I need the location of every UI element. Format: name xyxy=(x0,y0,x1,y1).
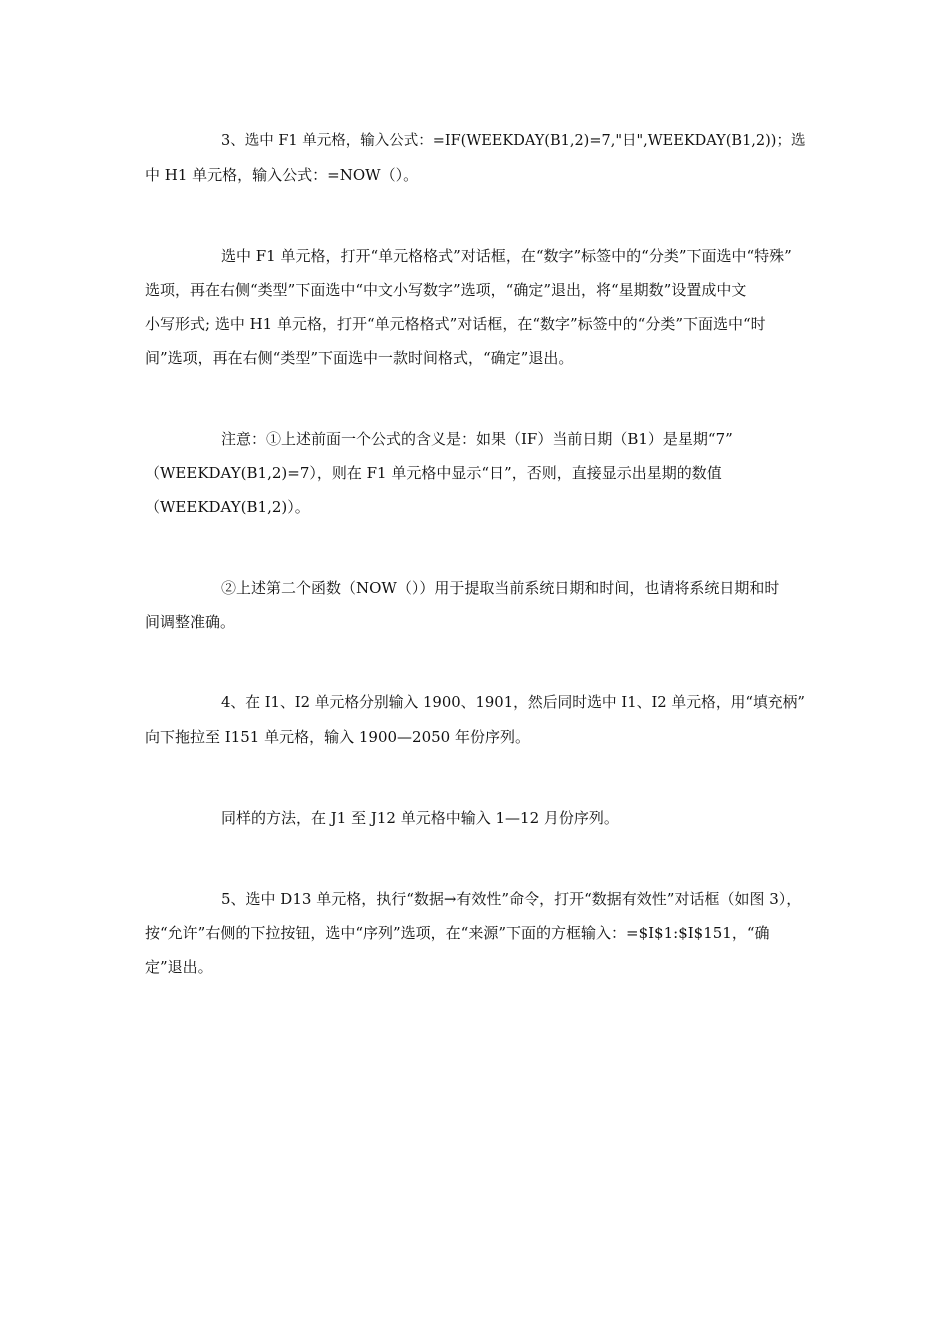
text-line: 5、选中 D13 单元格，执行“数据→有效性”命令，打开“数据有效性”对话框（如图 3）， xyxy=(221,890,802,908)
text-line: （WEEKDAY(B1,2)）。 xyxy=(145,498,310,516)
paragraph-gap xyxy=(145,754,807,801)
text-line: 间”选项，再在右侧“类型”下面选中一款时间格式，“确定”退出。 xyxy=(145,349,574,367)
text-line: （WEEKDAY(B1,2)=7），则在 F1 单元格中显示“日”，否则，直接显示出星期的数值 xyxy=(145,464,722,482)
text-line: 4、在 I1、I2 单元格分别输入 1900、1901，然后同时选中 I1、I2 单元格，用“填充柄” xyxy=(221,694,805,711)
paragraph-month-series xyxy=(145,801,807,835)
text-line: 选项，再在右侧“类型”下面选中“中文小写数字”选项，“确定”退出，将“星期数”设置成中文 xyxy=(145,281,747,299)
paragraph-gap xyxy=(145,639,807,686)
paragraph-gap xyxy=(145,835,807,882)
text-line: 按“允许”右侧的下拉按钮，选中“序列”选项，在“来源”下面的方框输入：=$I$1:$I$151，“确 xyxy=(145,924,770,942)
paragraph-note-2 xyxy=(145,571,807,639)
paragraph-cell-format xyxy=(145,239,807,375)
text-line: 小写形式; 选中 H1 单元格，打开“单元格格式”对话框，在“数字”标签中的“分类”下面选中“时 xyxy=(145,315,766,333)
text-line: 定”退出。 xyxy=(145,958,213,976)
text-line: 向下拖拉至 I151 单元格，输入 1900—2050 年份序列。 xyxy=(145,728,530,746)
text-line: 选中 F1 单元格，打开“单元格格式”对话框，在“数字”标签中的“分类”下面选中“特殊” xyxy=(221,247,792,265)
paragraph-step5-validation xyxy=(145,882,807,984)
paragraph-gap xyxy=(145,192,807,239)
text-line: 间调整准确。 xyxy=(145,613,236,631)
paragraph-note-1 xyxy=(145,422,807,524)
paragraph-gap xyxy=(145,524,807,571)
text-line: 注意：①上述前面一个公式的含义是：如果（IF）当前日期（B1）是星期“7” xyxy=(221,430,733,448)
paragraph-step3-formulas xyxy=(145,124,807,192)
paragraph-gap xyxy=(145,375,807,422)
text-line: ②上述第二个函数（NOW（））用于提取当前系统日期和时间，也请将系统日期和时 xyxy=(221,579,780,597)
document-body xyxy=(145,124,807,984)
text-line: 3、选中 F1 单元格，输入公式：=IF(WEEKDAY(B1,2)=7,"日",WEEKDAY(B1,2))；选 xyxy=(221,133,806,149)
text-line: 同样的方法，在 J1 至 J12 单元格中输入 1—12 月份序列。 xyxy=(221,809,619,827)
paragraph-step4-year-series xyxy=(145,686,807,754)
text-line: 中 H1 单元格，输入公式：=NOW（）。 xyxy=(145,166,419,184)
